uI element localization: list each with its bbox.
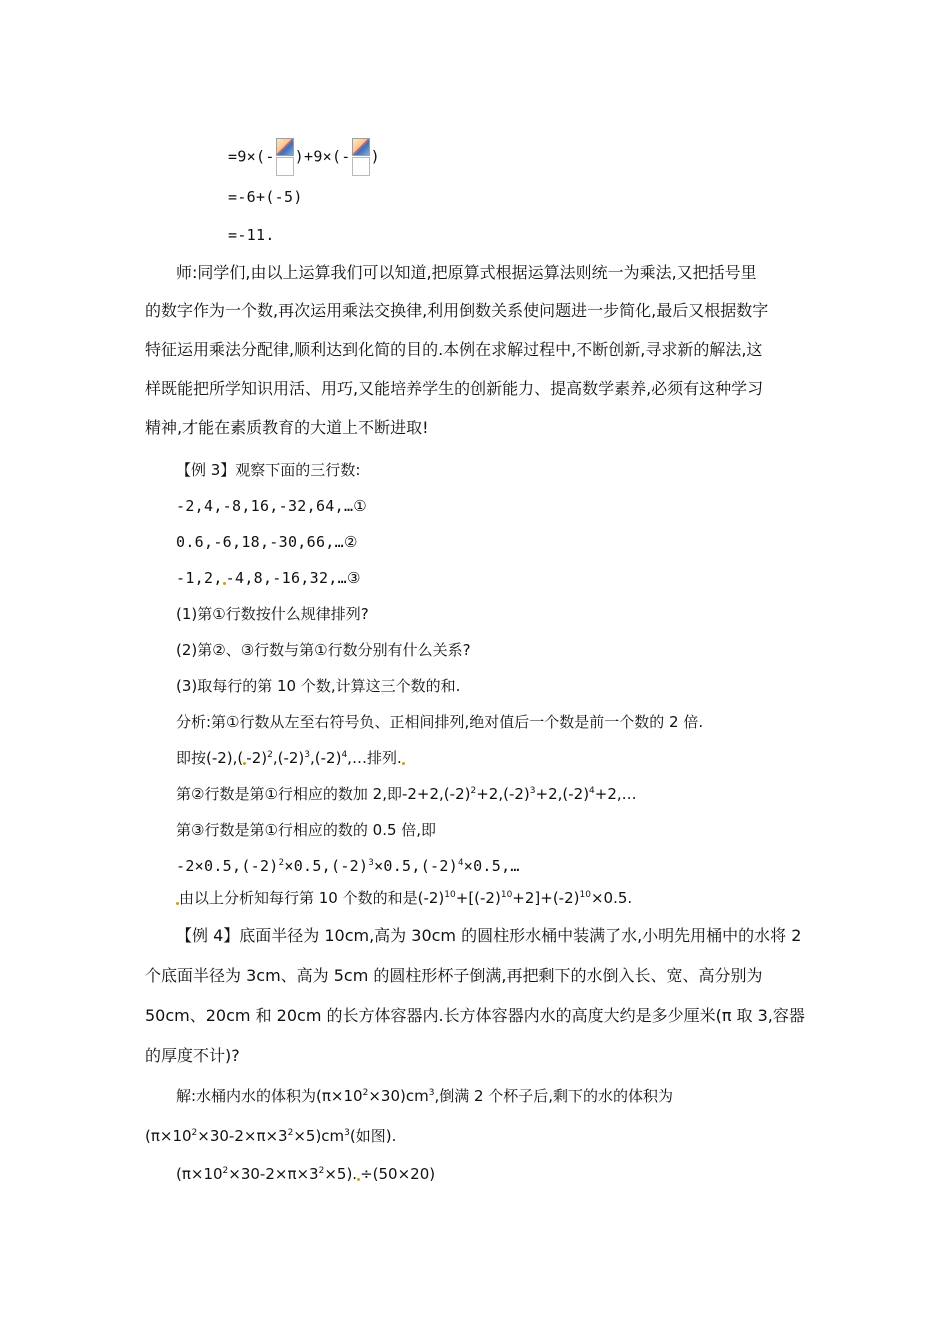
question-3: (3)取每行的第 10 个数,计算这三个数的和. — [176, 677, 461, 695]
sol-text: (如图). — [349, 1127, 397, 1145]
teacher-line-1: 师:同学们,由以上运算我们可以知道,把原算式根据运算法则统一为乘法,又把括号里 — [176, 263, 757, 282]
solution-line-3 — [176, 1164, 435, 1184]
desc-text: 第②行数是第①行相应的数加 2,即-2+2,(-2) — [176, 785, 471, 803]
solution-line-2 — [145, 1126, 396, 1146]
seq-text: -2) — [246, 749, 268, 767]
exponent: 2 — [362, 1088, 369, 1098]
exponent: 3 — [344, 1128, 350, 1138]
teacher-line-2: 的数字作为一个数,再次运用乘法交换律,利用倒数关系使问题进一步简化,最后又根据数字 — [145, 301, 769, 320]
eq1-part-a: =9×(- — [228, 147, 275, 166]
sol-text: ×30)cm — [368, 1087, 429, 1105]
exponent: 10 — [444, 890, 456, 900]
fraction-image — [352, 138, 370, 176]
exponent: 2 — [287, 1128, 294, 1138]
list-text: ×0.5,… — [463, 857, 520, 875]
exponent: 2 — [318, 1166, 325, 1176]
sequence-row-1: -2,4,-8,16,-32,64,…① — [176, 497, 368, 515]
exponent: 2 — [191, 1128, 198, 1138]
sum-text: ×0.5. — [590, 889, 633, 907]
sol-text: ,倒满 2 个杯子后,剩下的水的体积为 — [434, 1087, 674, 1105]
solution-line-1 — [176, 1086, 673, 1106]
equation-line-1 — [228, 138, 380, 176]
sol-text: ×30-2×π×3 — [228, 1165, 319, 1183]
sol-text: ×30-2×π×3 — [197, 1127, 288, 1145]
desc-text: +2,… — [594, 785, 637, 803]
sum-text: +[(-2) — [455, 889, 501, 907]
sol-text: ÷(50×20) — [360, 1165, 436, 1183]
sequence-row-3 — [176, 568, 361, 588]
row-3-product-list — [176, 856, 520, 876]
sum-text: +2]+(-2) — [512, 889, 580, 907]
example-4-line-4: 的厚度不计)? — [145, 1046, 240, 1065]
desc-text: +2,(-2) — [476, 785, 530, 803]
equation-line-3: =-11. — [228, 226, 275, 244]
example-4-line-3: 50cm、20cm 和 20cm 的长方体容器内.长方体容器内水的高度大约是多少厘米(π 取 3,容器 — [145, 1006, 805, 1025]
exponent: 2 — [267, 750, 273, 760]
example-4-line-1: 【例 4】底面半径为 10cm,高为 30cm 的圆柱形水桶中装满了水,小明先用桶中的水将 2 — [176, 926, 802, 945]
exponent: 4 — [589, 786, 595, 796]
question-1: (1)第①行数按什么规律排列? — [176, 605, 369, 623]
desc-text: +2,(-2) — [535, 785, 590, 803]
question-2: (2)第②、③行数与第①行数分别有什么关系? — [176, 641, 471, 659]
list-text: -2×0.5,(-2) — [176, 857, 279, 875]
sequence-row-2: 0.6,-6,18,-30,66,…② — [176, 533, 358, 551]
eq1-part-b: )+9×(- — [294, 147, 351, 166]
exponent: 3 — [529, 786, 536, 796]
sol-text: (π×10 — [145, 1127, 192, 1145]
exponent: 3 — [304, 750, 310, 760]
sol-text: 解:水桶内水的体积为(π×10 — [176, 1087, 363, 1105]
yellow-dot-mark — [402, 762, 405, 765]
exponent: 10 — [579, 890, 591, 900]
exponent: 4 — [458, 858, 464, 868]
exponent: 3 — [368, 858, 375, 868]
list-text: ×0.5,(-2) — [284, 857, 369, 875]
teacher-line-3: 特征运用乘法分配律,顺利达到化简的目的.本例在求解过程中,不断创新,寻求新的解法,这 — [145, 340, 763, 359]
exponent: 3 — [428, 1088, 435, 1098]
equation-line-2: =-6+(-5) — [228, 188, 303, 206]
sequence-powers-line — [176, 748, 405, 768]
exponent: 2 — [470, 786, 477, 796]
sum-line — [176, 888, 632, 908]
example-3-title: 【例 3】观察下面的三行数: — [176, 461, 361, 479]
sol-text: (π×10 — [176, 1165, 223, 1183]
sol-text: ×5). — [324, 1165, 358, 1183]
exponent: 2 — [278, 858, 285, 868]
eq1-part-c: ) — [370, 147, 380, 166]
sum-text: 由以上分析知每行第 10 个数的和是(-2) — [179, 889, 445, 907]
sequence-row-3-a: -1,2, — [176, 569, 223, 587]
seq-text: ,…排列. — [347, 749, 402, 767]
example-4-line-2: 个底面半径为 3cm、高为 5cm 的圆柱形杯子倒满,再把剩下的水倒入长、宽、高分别为 — [145, 966, 763, 985]
sequence-row-3-b: -4,8,-16,32,…③ — [225, 569, 361, 587]
seq-text: 即按(-2),( — [176, 749, 244, 767]
exponent: 2 — [222, 1166, 229, 1176]
exponent: 10 — [500, 890, 513, 900]
teacher-line-5: 精神,才能在素质教育的大道上不断进取! — [145, 418, 429, 437]
seq-text: ,(-2) — [310, 749, 342, 767]
fraction-image — [276, 138, 294, 176]
analysis-line: 分析:第①行数从左至右符号负、正相间排列,绝对值后一个数是前一个数的 2 倍. — [176, 713, 704, 731]
teacher-line-4: 样既能把所学知识用活、用巧,又能培养学生的创新能力、提高数学素养,必须有这种学习 — [145, 379, 764, 398]
list-text: ×0.5,(-2) — [374, 857, 459, 875]
seq-text: ,(-2) — [272, 749, 305, 767]
exponent: 4 — [341, 750, 348, 760]
row-3-description: 第③行数是第①行相应的数的 0.5 倍,即 — [176, 821, 437, 839]
row-2-description — [176, 784, 637, 804]
sol-text: ×5)cm — [293, 1127, 345, 1145]
